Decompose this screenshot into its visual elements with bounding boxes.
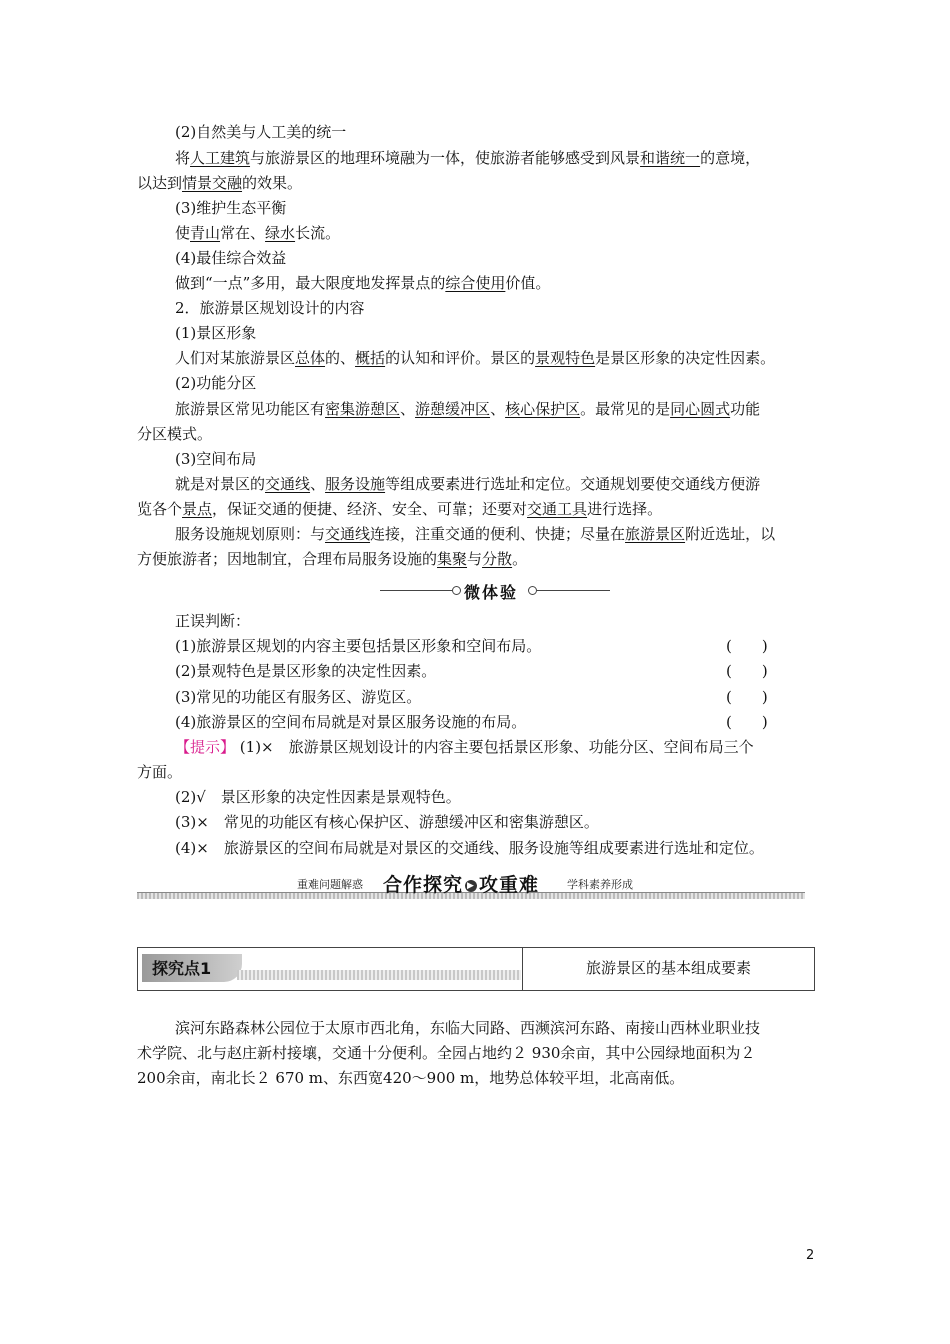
- answer-blank: ( ): [726, 713, 768, 731]
- hint-tag: 【提示】: [175, 738, 236, 756]
- judge-item: (3)常见的功能区有服务区、游览区。: [175, 688, 422, 706]
- hint-line: (4)× 旅游景区的空间布局就是对景区的交通线、服务设施等组成要素进行选址和定位。: [175, 839, 764, 857]
- divider-circle-left: [452, 586, 461, 595]
- hint-line: (3)× 常见的功能区有核心保护区、游憩缓冲区和密集游憩区。: [175, 813, 599, 831]
- paragraph-line: 使青山常在、绿水长流。: [175, 224, 341, 242]
- answer-blank: ( ): [726, 688, 768, 706]
- section-heading: (1)景区形象: [175, 324, 257, 342]
- divider-circle-right: [528, 586, 537, 595]
- paragraph-line: 将人工建筑与旅游景区的地理环境融为一体，使旅游者能够感受到风景和谐统一的意境，: [175, 149, 761, 167]
- answer-blank: ( ): [726, 662, 768, 680]
- section-heading: (2)自然美与人工美的统一: [175, 123, 347, 141]
- judge-item: (2)景观特色是景区形象的决定性因素。: [175, 662, 437, 680]
- banner-arrow-icon: ▶: [465, 880, 477, 892]
- banner-title: 合作探究 ▶ 攻重难: [383, 874, 540, 896]
- micro-title: 微体验: [464, 583, 519, 602]
- micro-experience-divider: [380, 580, 610, 602]
- paragraph-line: 旅游景区常见功能区有密集游憩区、游憩缓冲区、核心保护区。最常见的是同心圆式功能: [175, 400, 761, 418]
- topic-tab: [142, 954, 522, 980]
- topic-title: 旅游景区的基本组成要素: [585, 959, 751, 977]
- paragraph-line: 方便旅游者；因地制宜，合理布局服务设施的集聚与分散。: [137, 550, 528, 568]
- hint-line: 方面。: [137, 763, 183, 781]
- case-paragraph-line: 术学院、北与赵庄新村接壤，交通十分便利。全园占地约２ 930余亩，其中公园绿地面积为２: [137, 1044, 756, 1062]
- answer-blank: ( ): [726, 637, 768, 655]
- section-heading: (4)最佳综合效益: [175, 249, 287, 267]
- paragraph-line: 做到“一点”多用，最大限度地发挥景点的综合使用价值。: [175, 274, 551, 292]
- page-number: 2: [806, 1248, 815, 1263]
- paragraph-line: 以达到情景交融的效果。: [137, 174, 303, 192]
- section-heading: (3)空间布局: [175, 450, 257, 468]
- paragraph-line: 就是对景区的交通线、服务设施等组成要素进行选址和定位。交通规划要使交通线方便游: [175, 475, 761, 493]
- paragraph-line: 服务设施规划原则：与交通线连接，注重交通的便利、快捷；尽量在旅游景区附近选址，以: [175, 525, 776, 543]
- banner-right-label: 学科素养形成: [567, 878, 633, 891]
- section-banner: [137, 872, 805, 900]
- paragraph-line: 览各个景点，保证交通的便捷、经济、安全、可靠；还要对交通工具进行选择。: [137, 500, 663, 518]
- judge-title: 正误判断：: [175, 612, 251, 630]
- hint-line: 【提示】 (1)× 旅游景区规划设计的内容主要包括景区形象、功能分区、空间布局三个: [175, 738, 754, 756]
- topic-tab-strip: [237, 970, 521, 980]
- topic-box: [137, 947, 815, 991]
- divider-rule-right: [537, 590, 610, 591]
- banner-left-label: 重难问题解惑: [297, 878, 363, 891]
- judge-item: (1)旅游景区规划的内容主要包括景区形象和空间布局。: [175, 637, 542, 655]
- case-paragraph-line: 滨河东路森林公园位于太原市西北角，东临大同路、西濒滨河东路、南接山西林业职业技: [175, 1019, 761, 1037]
- paragraph-line: 人们对某旅游景区总体的、概括的认知和评价。景区的景观特色是景区形象的决定性因素。: [175, 349, 776, 367]
- hint-line: (2)√ 景区形象的决定性因素是景观特色。: [175, 788, 461, 806]
- topic-label-cell: [138, 948, 523, 990]
- section-heading: 2．旅游景区规划设计的内容: [175, 299, 365, 317]
- judge-item: (4)旅游景区的空间布局就是对景区服务设施的布局。: [175, 713, 527, 731]
- case-paragraph-line: 200余亩，南北长２ 670 m、东西宽420～900 m，地势总体较平坦，北高南低。: [137, 1069, 685, 1087]
- divider-rule-left: [380, 590, 452, 591]
- paragraph-line: 分区模式。: [137, 425, 213, 443]
- section-heading: (2)功能分区: [175, 374, 257, 392]
- topic-label: 探究点1: [152, 959, 212, 978]
- section-heading: (3)维护生态平衡: [175, 199, 287, 217]
